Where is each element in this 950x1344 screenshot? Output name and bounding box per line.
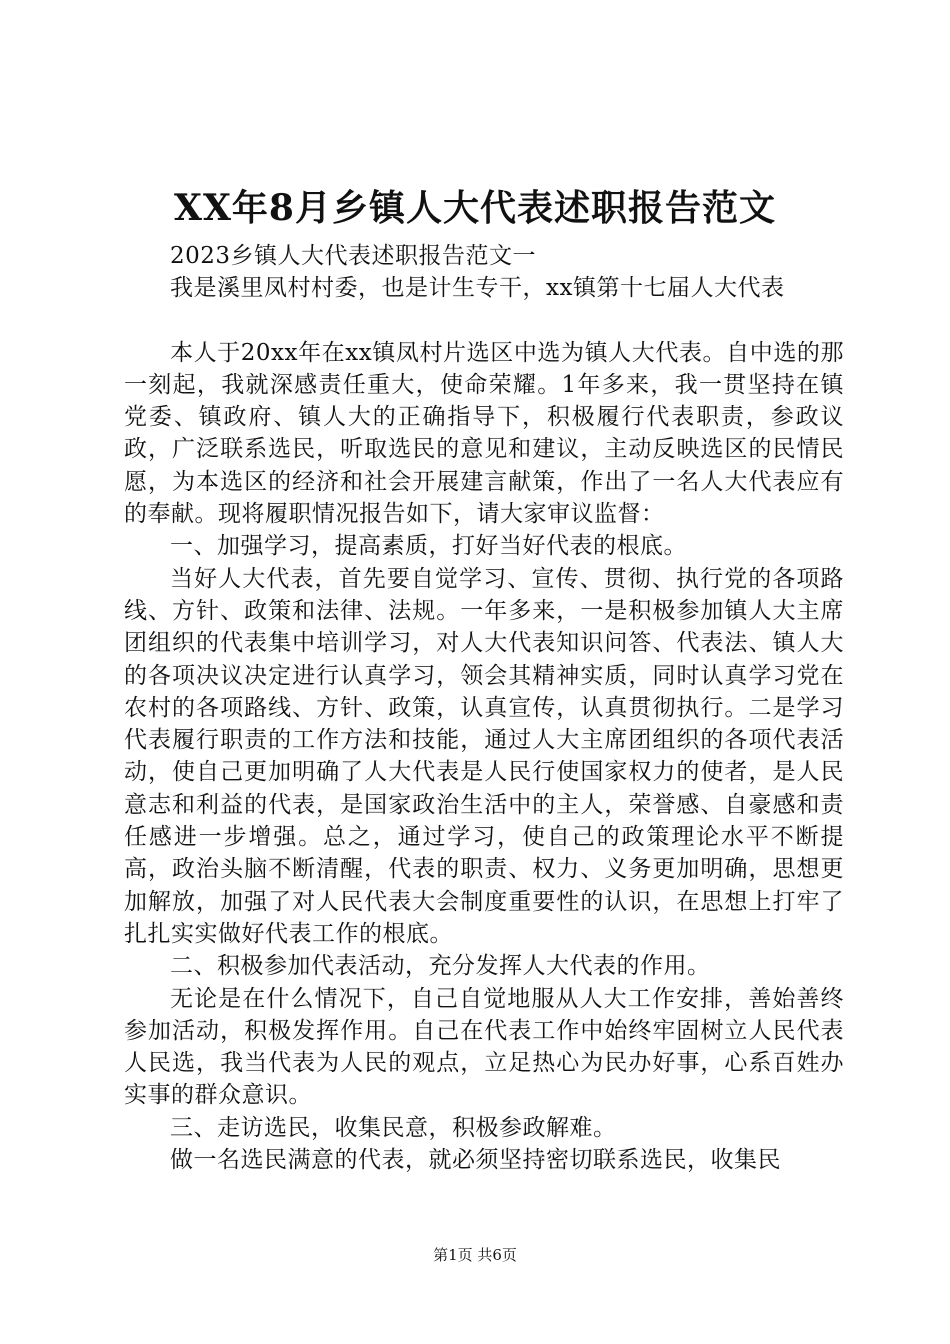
document-body [124,240,844,1176]
paragraph-intro: 我是溪里凤村村委，也是计生专干，xx镇第十七届人大代表 [170,275,785,302]
paragraph: 当好人大代表，首先要自觉学习、宣传、贯彻、执行党的各项路线、方针、政策和法律、法规。一年多来，一是积极参加镇人大主席团组织的代表集中培训学习，对人大代表知识问答、代表法、镇人大的各项决议决定进行认真学习，领会其精神实质，同时认真学习党在农村的各项路线、方针、政策，认真宣传，认真贯彻执行。二是学习代表履行职责的工作方法和技能，通过人大主席团组织的各项代表活动，使自己更加明确了人大代表是人民行使国家权力的使者，是人民意志和利益的代表，是国家政治生活中的主人，荣誉感、自豪感和责任感进一步增强。总之，通过学习，使自己的政策理论水平不断提高，政治头脑不断清醒，代表的职责、权力、义务更加明确，思想更加解放，加强了对人民代表大会制度重要性的认识，在思想上打牢了扎扎实实做好代表工作的根底。 [124,565,844,947]
section-heading-3: 三、走访选民，收集民意，积极参政解难。 [170,1114,617,1141]
section-heading-1: 一、加强学习，提高素质，打好当好代表的根底。 [170,533,687,560]
section-heading-2: 二、积极参加代表活动，充分发挥人大代表的作用。 [170,953,711,980]
page-footer: 第1页 共6页 [433,1246,517,1264]
paragraph: 本人于20xx年在xx镇凤村片选区中选为镇人大代表。自中选的那一刻起，我就深感责任重大，使命荣耀。1年多来，我一贯坚持在镇党委、镇政府、镇人大的正确指导下，积极履行代表职责，参政议政，广泛联系选民，听取选民的意见和建议，主动反映选区的民情民愿，为本选区的经济和社会开展建言献策，作出了一名人大代表应有的奉献。现将履职情况报告如下，请大家审议监督： [124,339,844,528]
paragraph: 做一名选民满意的代表，就必须坚持密切联系选民，收集民 [170,1147,781,1174]
paragraph-subtitle: 2023乡镇人大代表述职报告范文一 [170,243,537,269]
document-title: XX年8月乡镇人大代表述职报告范文 [174,187,776,229]
paragraph: 无论是在什么情况下，自己自觉地服从人大工作安排，善始善终参加活动，积极发挥作用。自己在代表工作中始终牢固树立人民代表人民选，我当代表为人民的观点，立足热心为民办好事，心系百姓办实事的群众意识。 [124,985,844,1109]
